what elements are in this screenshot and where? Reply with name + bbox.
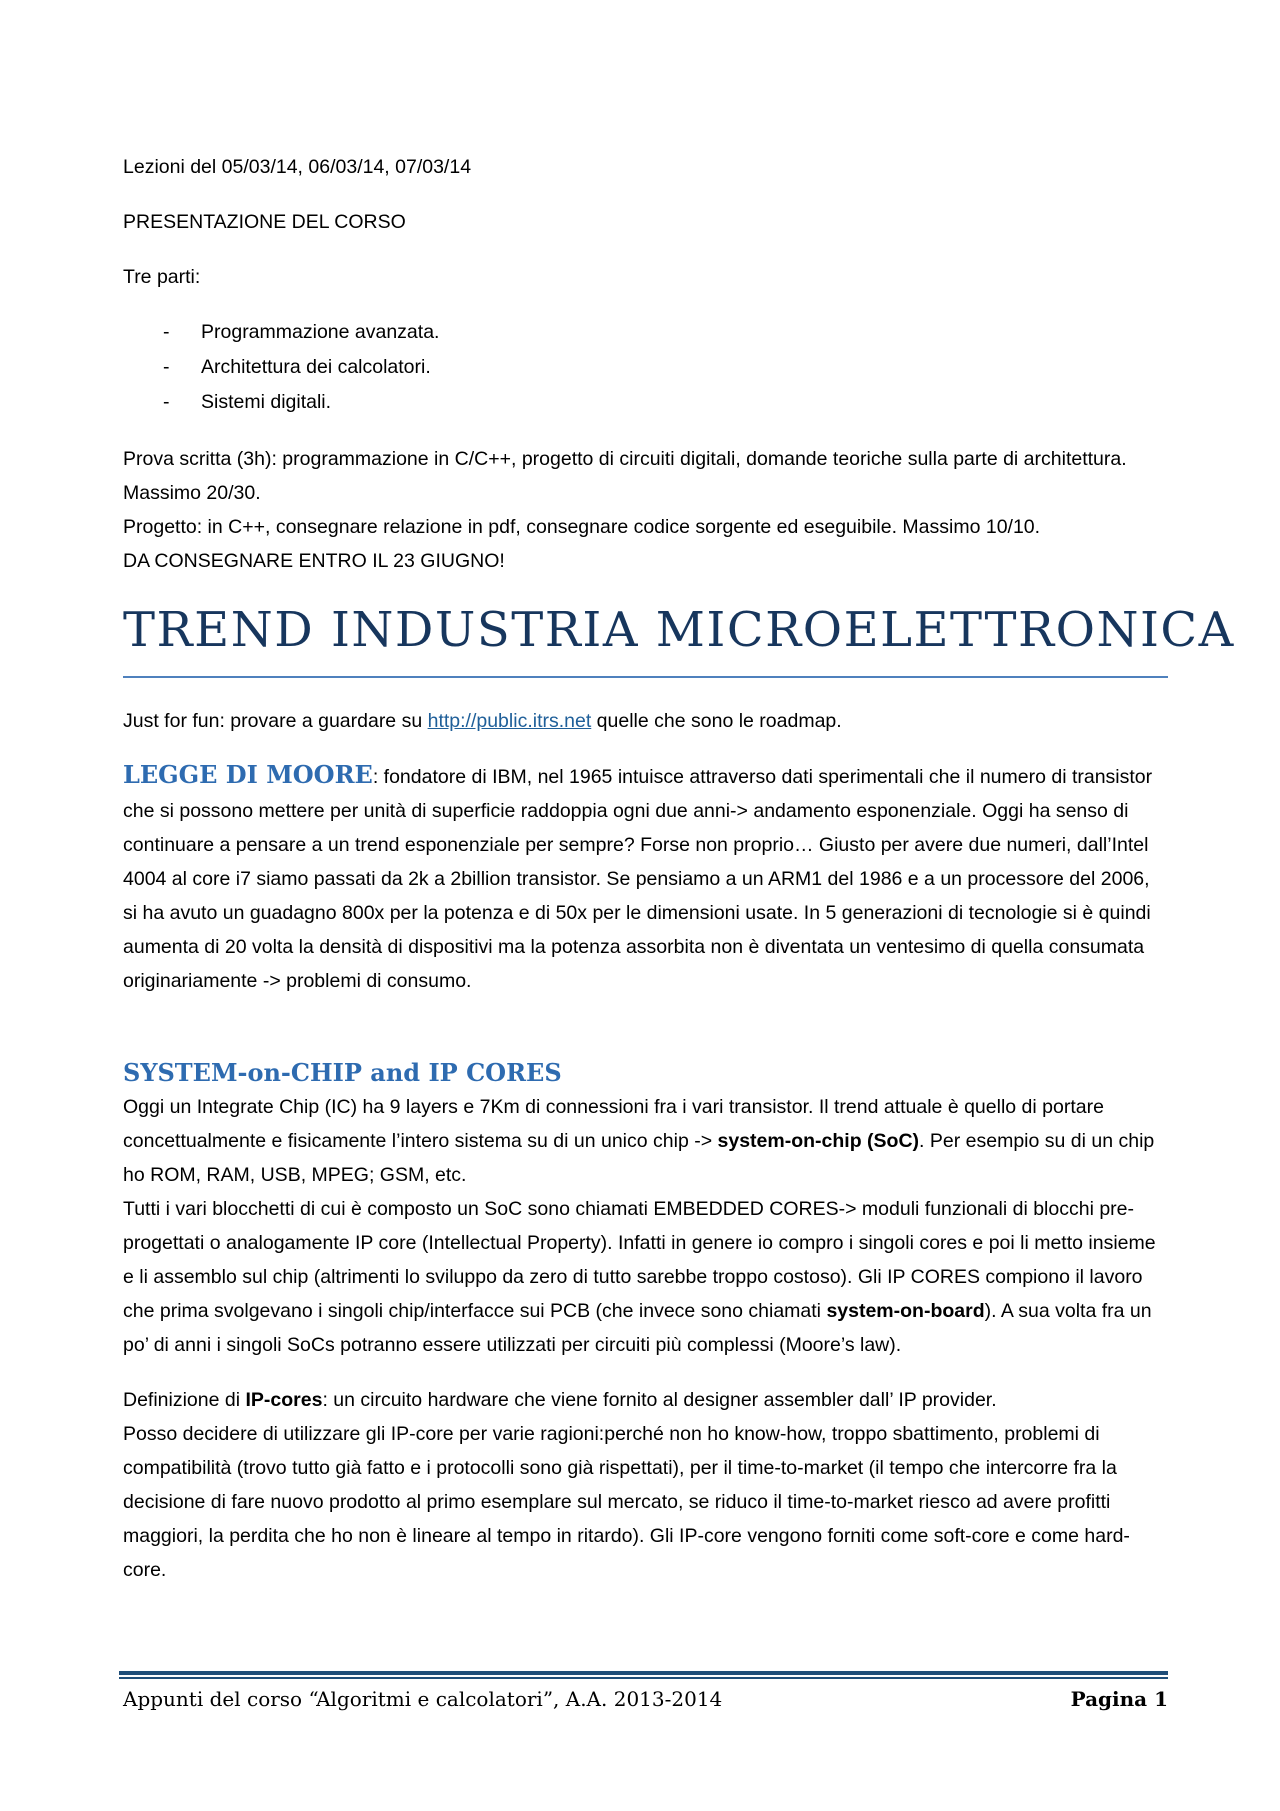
moore-law-heading: LEGGE DI MOORE: [123, 760, 373, 789]
footer-rule-thin: [119, 1677, 1168, 1679]
itrs-link[interactable]: http://public.itrs.net: [427, 710, 592, 732]
written-exam-text: Prova scritta (3h): programmazione in C/C++, progetto di circuiti digitali, domande teoriche sulla parte di architettura. Massimo 20/30.: [123, 448, 1127, 504]
section-title-trend: TREND INDUSTRIA MICROELETTRONICA: [123, 602, 1235, 658]
soc-term: system-on-chip (SoC): [717, 1130, 920, 1152]
section-title-soc: SYSTEM-on-CHIP and IP CORES: [123, 1058, 562, 1087]
ip-cores-term: IP-cores: [245, 1389, 323, 1411]
roadmap-text-after: quelle che sono le roadmap.: [591, 710, 842, 732]
list-item-text: Sistemi digitali.: [201, 391, 332, 413]
soc-p1-text-after: . Per esempio su di un chip ho ROM, RAM, USB, MPEG; GSM, etc.: [123, 1130, 1155, 1186]
roadmap-text-before: Just for fun: provare a guardare su: [123, 710, 428, 732]
list-item: [123, 350, 1168, 385]
page-number: Pagina 1: [1070, 1687, 1168, 1711]
list-item-text: Architettura dei calcolatori.: [201, 356, 431, 378]
moore-law-text: : fondatore di IBM, nel 1965 intuisce attraverso dati sperimentali che il numero di transistor che si possono mettere per unità di superficie raddoppia ogni due anni-> andamento esponenziale. Oggi ha senso di continuare a pensare a un trend esponenziale per sempre? Forse non proprio… Giusto per avere due numeri, dall’Intel 4004 al core i7 siamo passati da 2k a 2billion transistor. Se pensiamo a un ARM1 del 1986 e a un processore del 2006, si ha avuto un guadagno 800x per la potenza e di 50x per le dimensioni usate. In 5 generazioni di tecnologie si è quindi aumenta di 20 volta la densità di dispositivi ma la potenza assorbita non è diventata un ventesimo di quella consumata originariamente -> problemi di consumo.: [123, 766, 1153, 992]
ip-def-text: Definizione di: [123, 1389, 246, 1411]
document-page: [123, 150, 1235, 1587]
course-presentation-heading: PRESENTAZIONE DEL CORSO: [123, 211, 406, 233]
three-parts-label: Tre parti:: [123, 266, 201, 288]
moore-paragraph: [123, 758, 1168, 998]
ip-cores-definition: [123, 1383, 1168, 1417]
roadmap-paragraph: [123, 704, 1168, 738]
lessons-dates: Lezioni del 05/03/14, 06/03/14, 07/03/14: [123, 156, 472, 178]
soc-p2-text-after: ). A sua volta fra un po’ di anni i singoli SoCs potranno essere utilizzati per circuiti più complessi (Moore’s law).: [123, 1300, 1152, 1356]
project-text: Progetto: in C++, consegnare relazione in pdf, consegnare codice sorgente ed eseguibile. Massimo 10/10.: [123, 516, 1041, 538]
bullet-dash: -: [163, 356, 170, 378]
deadline-text: DA CONSEGNARE ENTRO IL 23 GIUGNO!: [123, 550, 505, 572]
soc-paragraph-1: [123, 1090, 1168, 1192]
list-item-text: Programmazione avanzata.: [201, 321, 440, 343]
footer-rule-thick: [119, 1671, 1168, 1675]
ip-def-text-after: : un circuito hardware che viene fornito al designer assembler dall’ IP provider.: [322, 1389, 997, 1411]
course-parts-list: [123, 315, 1168, 420]
footer-course-title: Appunti del corso “Algoritmi e calcolatori”, A.A. 2013-2014: [123, 1687, 723, 1711]
list-item: [123, 315, 1168, 350]
page-footer: [123, 1684, 1168, 1714]
soc-paragraph-2: [123, 1192, 1168, 1362]
system-on-board-term: system-on-board: [826, 1300, 985, 1322]
soc-p1-text: Oggi un Integrate Chip (IC) ha 9 layers e 7Km di connessioni fra i vari transistor. Il trend attuale è quello di portare concettualmente e fisicamente l’intero sistema su di un unico chip ->: [123, 1096, 1104, 1152]
bullet-dash: -: [163, 321, 170, 343]
ip-cores-reasons: Posso decidere di utilizzare gli IP-core per varie ragioni:perché non ho know-how, troppo sbattimento, problemi di compatibilità (trovo tutto già fatto e i protocolli sono già rispettati), per il time-to-market (il tempo che intercorre fra la decisione di fare nuovo prodotto al primo esemplare sul mercato, se riduco il time-to-market riesco ad avere profitti maggiori, la perdita che ho non è lineare al tempo in ritardo). Gli IP-core vengono forniti come soft-core e come hard-core.: [123, 1423, 1130, 1581]
soc-p2-text: Tutti i vari blocchetti di cui è composto un SoC sono chiamati EMBEDDED CORES-> moduli funzionali di blocchi pre-progettati o analogamente IP core (Intellectual Property). Infatti in genere io compro i singoli cores e poi li metto insieme e li assemblo sul chip (altrimenti lo sviluppo da zero di tutto sarebbe troppo costoso). Gli IP CORES compiono il lavoro che prima svolgevano i singoli chip/interfacce sui PCB (che invece sono chiamati: [123, 1198, 1156, 1322]
list-item: [123, 385, 1168, 420]
bullet-dash: -: [163, 391, 170, 413]
